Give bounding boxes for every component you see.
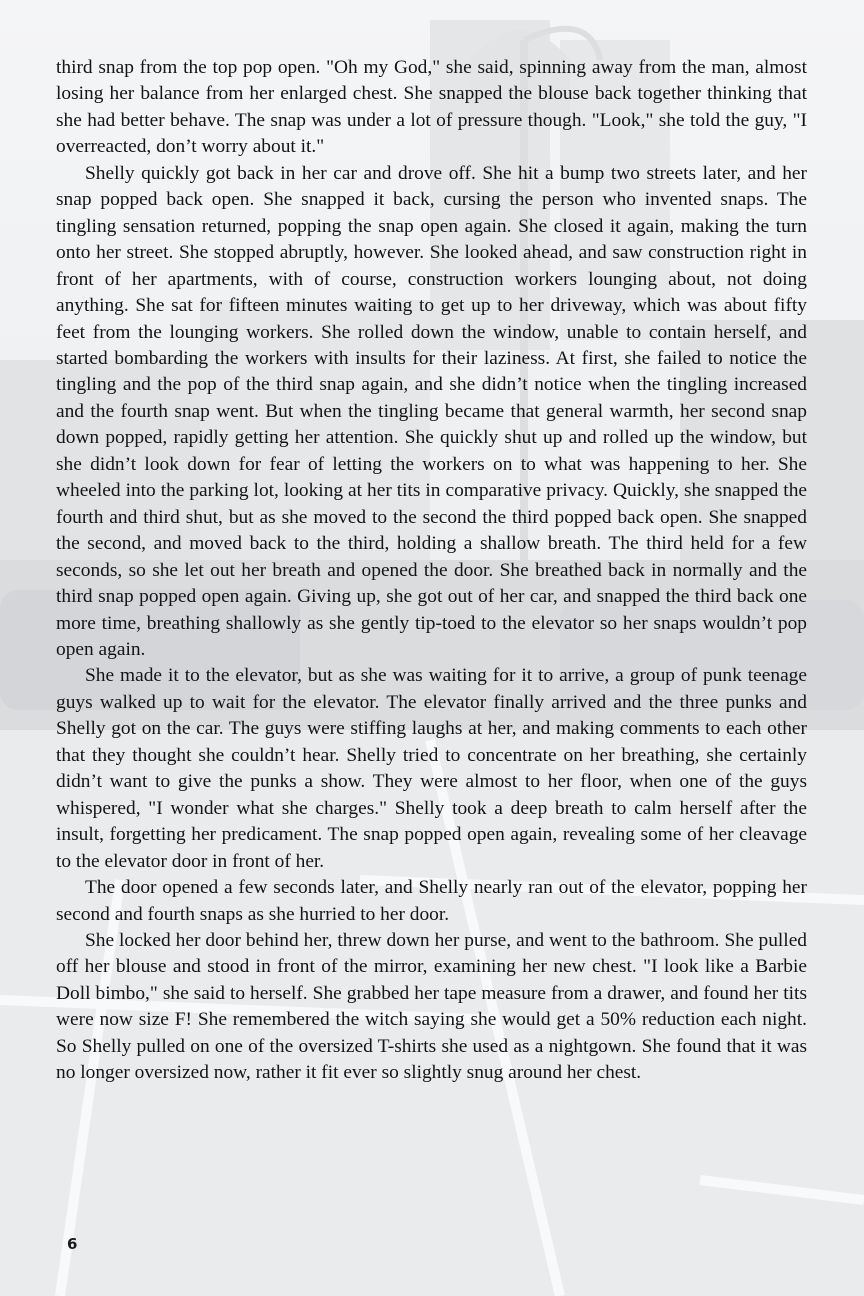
paragraph-5: She locked her door behind her, threw down her purse, and went to the bathroom. She pulled off her blouse and stood in front of the mirror, examining her new chest. "I look like a Barbie Doll bimbo," she said to herself. She grabbed her tape measure from a drawer, and found her tits were now size F! She remembered the witch saying she would get a 50% reduction each night. So Shelly pulled on one of the oversized T-shirts she used as a nightgown. She found that it was no longer oversized now, rather it fit ever so slightly snug around her chest. [56, 929, 807, 1084]
paragraph-1: third snap from the top pop open. "Oh my God," she said, spinning away from the man, almost losing her balance from her enlarged chest. She snapped the blouse back together thinking that she had better behave. The snap was under a lot of pressure though. "Look," she told the guy, "I overreacted, don’t worry about it." [56, 57, 807, 158]
paragraph-2: Shelly quickly got back in her car and drove off. She hit a bump two streets later, and her snap popped back open. She snapped it back, cursing the person who invented snaps. The tingling sensation returned, popping the snap open again. She closed it again, making the turn onto her street. She stopped abruptly, however. She looked ahead, and saw construction right in front of her apartments, with of course, construction workers lounging about, not doing anything. She sat for fifteen minutes waiting to get up to her driveway, which was about fifty feet from the lounging workers. She rolled down the window, unable to contain herself, and started bombarding the workers with insults for their laziness. At first, she failed to notice the tingling and the pop of the third snap again, and she didn’t notice when the tingling increased and the fourth snap went. But when the tingling became that general warmth, her second snap down popped, rapidly getting her attention. She quickly shut up and rolled up the window, but she didn’t look down for fear of letting the workers on to what was happening to her. She wheeled into the parking lot, looking at her tits in comparative privacy. Quickly, she snapped the fourth and third shut, but as she moved to the second the third popped back open. She snapped the second, and moved back to the third, holding a shallow breath. The third held for a few seconds, so she let out her breath and opened the door. She breathed back in normally and the third snap popped open again. Giving up, she got out of her car, and snapped the third back one more time, breathing shallowly as she gently tip-toed to the elevator so her snaps wouldn’t pop open again. [56, 162, 807, 660]
page-body [56, 55, 807, 1087]
paragraph-3: She made it to the elevator, but as she was waiting for it to arrive, a group of punk teenage guys walked up to wait for the elevator. The elevator finally arrived and the three punks and Shelly got on the car. The guys were stiffing laughs at her, and making comments to each other that they thought she couldn’t hear. Shelly tried to concentrate on her breathing, she certainly didn’t want to give the punks a show. They were almost to her floor, when one of the guys whispered, "I wonder what she charges." Shelly took a deep breath to calm herself after the insult, forgetting her predicament. The snap popped open again, revealing some of her cleavage to the elevator door in front of her. [56, 665, 807, 872]
page-number: 6 [67, 1235, 78, 1253]
paragraph-4: The door opened a few seconds later, and Shelly nearly ran out of the elevator, popping her second and fourth snaps as she hurried to her door. [56, 877, 807, 925]
